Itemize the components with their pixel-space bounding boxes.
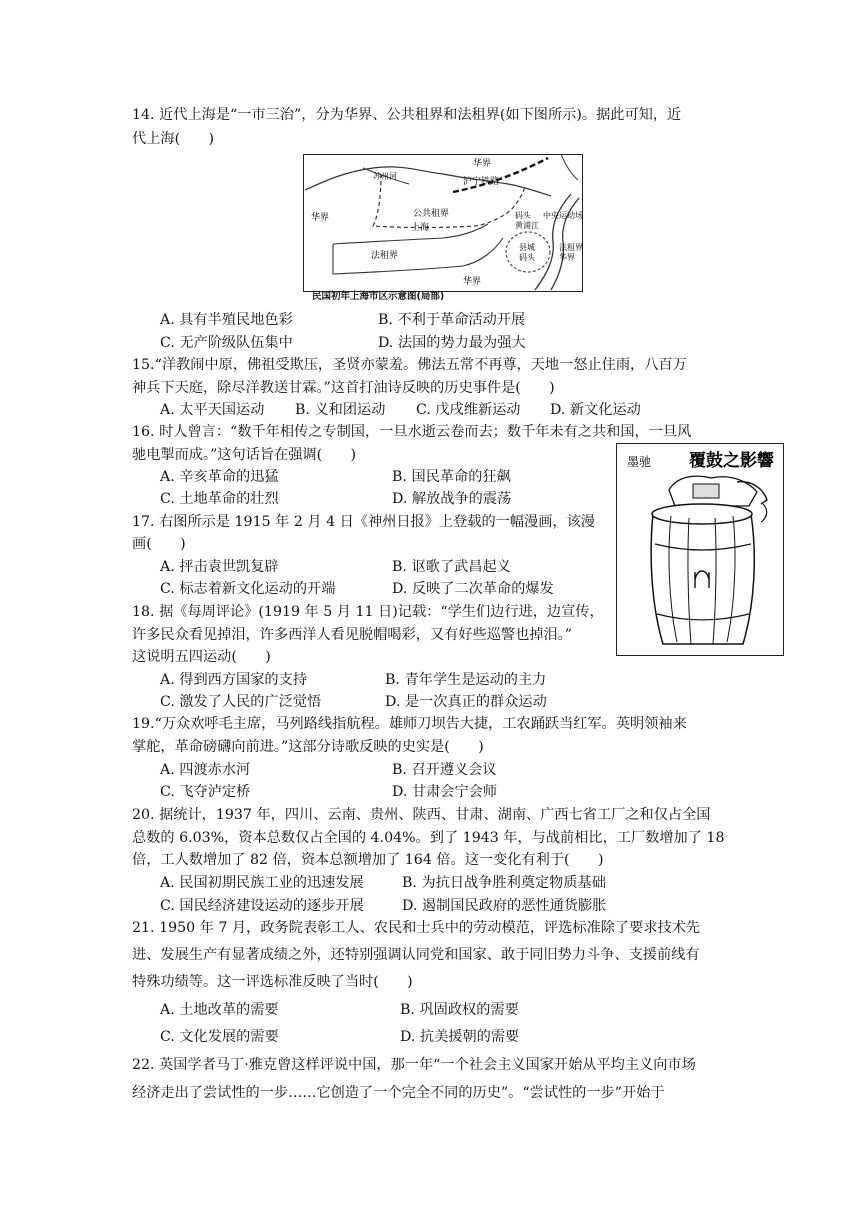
shanghai-map — [303, 154, 583, 306]
q18-stem-line1: 18. 据《每周评论》(1919 年 5 月 11 日)记载：“学生们边行进，边宣传， — [132, 604, 604, 620]
map-caption: 民国初年上海市区示意图(局部) — [312, 291, 445, 302]
q14-option-a[interactable]: A. 具有半殖民地色彩 — [160, 312, 293, 328]
map-label: 码头 — [515, 211, 531, 220]
q14-option-d[interactable]: D. 法国的势力最为强大 — [378, 335, 526, 351]
q17-option-d[interactable]: D. 反映了二次革命的爆发 — [392, 581, 554, 597]
q16-option-d[interactable]: D. 解放战争的震荡 — [392, 491, 512, 507]
q17-stem-line1: 17. 右图所示是 1915 年 2 月 4 日《神州日报》上登载的一幅漫画，该漫 — [132, 514, 595, 530]
shanghai-map-figure — [303, 154, 583, 306]
cartoon-figure — [616, 443, 784, 656]
map-label: 法租界 — [371, 251, 399, 261]
q17-option-b[interactable]: B. 讴歌了武昌起义 — [392, 559, 511, 575]
q14-option-b[interactable]: B. 不利于革命活动开展 — [378, 312, 526, 328]
map-label: 沪宁铁路 — [463, 177, 500, 187]
q19-option-b[interactable]: B. 召开遵义会议 — [392, 762, 497, 778]
q15-option-a[interactable]: A. 太平天国运动 — [160, 402, 265, 418]
map-label: 县城 — [519, 243, 535, 252]
q19-option-a[interactable]: A. 四渡赤水河 — [160, 762, 251, 778]
q18-option-b[interactable]: B. 青年学生是运动的主力 — [385, 672, 547, 688]
q21-option-d[interactable]: D. 抗美援朝的需要 — [400, 1029, 520, 1045]
q16-stem-line1: 16. 时人曾言：“数千年相传之专制国，一旦水逝云卷而去；数千年未有之共和国，一旦风 — [132, 424, 692, 440]
map-label: 华界 — [463, 277, 482, 287]
drum-cartoon — [617, 444, 783, 655]
q20-option-b[interactable]: B. 为抗日战争胜利奠定物质基础 — [402, 875, 606, 891]
q15-stem-line1: 15.“洋教闹中原，佛祖受欺压，圣贤亦蒙羞。佛法五常不再尊，天地一怒止住雨，八百万 — [132, 357, 687, 373]
q17-option-a[interactable]: A. 抨击袁世凯复辟 — [160, 559, 279, 575]
q15-option-b[interactable]: B. 义和团运动 — [295, 402, 386, 418]
q15-stem-line2: 神兵下天庭，除尽洋教送甘霖。”这首打油诗反映的历史事件是( ) — [132, 380, 555, 396]
q21-stem-line3: 特殊功绩等。这一评选标准反映了当时( ) — [132, 974, 413, 990]
q22-stem-line1: 22. 英国学者马丁·雅克曾这样评说中国，那一年“一个社会主义国家开始从平均主义向市场 — [132, 1057, 696, 1073]
q21-stem-line2: 进、发展生产有显著成绩之外，还特别强调认同党和国家、敢于同旧势力斗争、支援前线有 — [132, 947, 700, 963]
map-label: 华界 — [311, 213, 330, 223]
q21-option-a[interactable]: A. 土地改革的需要 — [160, 1002, 279, 1018]
q20-stem-line2: 总数的 6.03%，资本总数仅占全国的 4.04%。到了 1943 年，与战前相比，工厂数增加了 18 — [132, 830, 725, 846]
q16-option-b[interactable]: B. 国民革命的狂飙 — [392, 469, 511, 485]
map-label: 黄浦江 — [515, 221, 539, 230]
q20-stem-line1: 20. 据统计，1937 年，四川、云南、贵州、陕西、甘肃、湖南、广西七省工厂之和仅占全国 — [132, 807, 711, 823]
q18-option-a[interactable]: A. 得到西方国家的支持 — [160, 672, 307, 688]
q17-option-c[interactable]: C. 标志着新文化运动的开端 — [160, 581, 336, 597]
q18-stem-line2: 许多民众看见掉泪，许多西洋人看见脱帽喝彩，又有好些巡警也掉泪。” — [132, 627, 572, 643]
q21-stem-line1: 21. 1950 年 7 月，政务院表彰工人、农民和士兵中的劳动模范，评选标准除了要求技术先 — [132, 920, 701, 936]
q16-option-c[interactable]: C. 土地革命的壮烈 — [160, 491, 279, 507]
q22-stem-line2: 经济走出了尝试性的一步……它创造了一个完全不同的历史”。“尝试性的一步”开始于 — [132, 1085, 665, 1101]
q19-stem-line1: 19.“万众欢呼毛主席，马列路线指航程。雄师刀坝告大捷，工农踊跃当红军。英明领袖来 — [132, 716, 687, 732]
q16-stem-line2: 驰电掣而成。”这句话旨在强调( ) — [132, 447, 357, 463]
cartoon-title: 覆鼓之影響 — [689, 451, 774, 471]
q16-option-a[interactable]: A. 辛亥革命的迅猛 — [160, 469, 279, 485]
map-label: 法租界 — [559, 243, 583, 252]
q21-option-b[interactable]: B. 巩固政权的需要 — [400, 1002, 519, 1018]
map-label: 码头 — [519, 253, 535, 262]
q19-option-d[interactable]: D. 甘肃会宁会师 — [392, 784, 498, 800]
q21-option-c[interactable]: C. 文化发展的需要 — [160, 1029, 279, 1045]
map-label: 华界 — [473, 159, 492, 169]
q14-stem-line2: 代上海( ) — [132, 131, 215, 147]
q17-stem-line2: 画( ) — [132, 536, 186, 552]
q19-option-c[interactable]: C. 飞夺泸定桥 — [160, 784, 251, 800]
q14-stem-line1: 14. 近代上海是“一市三治”，分为华界、公共租界和法租界(如下图所示)。据此可知，近 — [132, 107, 682, 123]
q14-option-c[interactable]: C. 无产阶级队伍集中 — [160, 335, 293, 351]
map-label: 公共租界 — [413, 209, 450, 219]
q20-stem-line3: 倍，工人数增加了 82 倍，资本总额增加了 164 倍。这一变化有利于( ) — [132, 852, 604, 868]
q18-option-c[interactable]: C. 激发了人民的广泛觉悟 — [160, 694, 322, 710]
map-label: 华界 — [559, 253, 575, 262]
q18-stem-line3: 这说明五四运动( ) — [132, 649, 271, 665]
q20-option-c[interactable]: C. 国民经济建设运动的逐步开展 — [160, 898, 364, 914]
q19-stem-line2: 掌舵，革命磅礴向前进。”这部分诗歌反映的史实是( ) — [132, 739, 484, 755]
q20-option-a[interactable]: A. 民国初期民族工业的迅速发展 — [160, 875, 364, 891]
q15-option-d[interactable]: D. 新文化运动 — [550, 402, 641, 418]
map-label: 中央运动场 — [543, 211, 583, 220]
map-label: 上海 — [411, 223, 430, 233]
q15-option-c[interactable]: C. 戊戌维新运动 — [416, 402, 521, 418]
q20-option-d[interactable]: D. 遏制国民政府的恶性通货膨胀 — [402, 898, 607, 914]
map-label: 苏州河 — [373, 172, 397, 181]
q18-option-d[interactable]: D. 是一次真正的群众运动 — [385, 694, 547, 710]
cartoon-signature: 墨驰 — [627, 455, 652, 469]
